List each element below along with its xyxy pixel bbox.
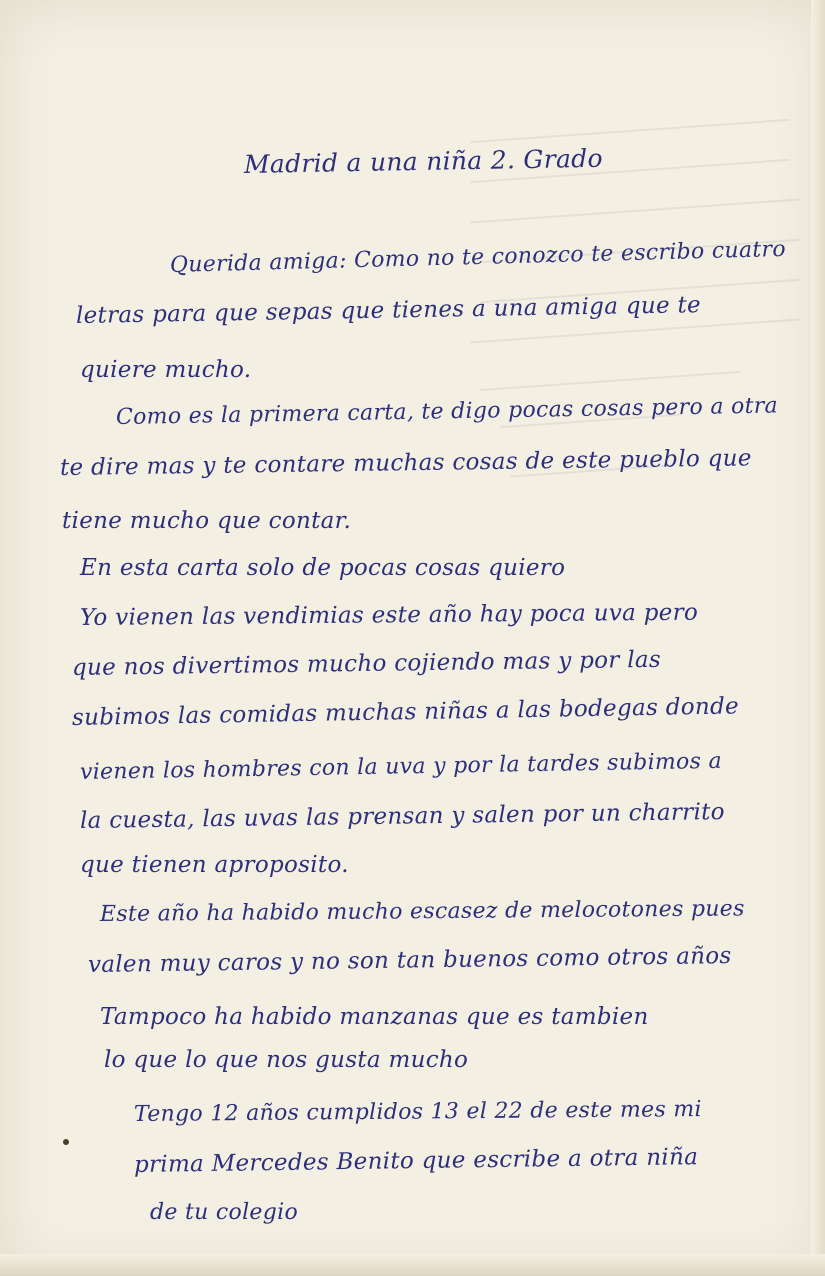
letter-line: vienen los hombres con la uva y por la tardes subimos a [79,748,723,785]
letter-line: que nos divertimos mucho cojiendo mas y por las [71,646,662,681]
letter-line: Tengo 12 años cumplidos 13 el 22 de este mes mi [133,1097,702,1127]
letter-line: letras para que sepas que tienes a una amiga que te [75,292,702,329]
letter-line: Yo vienen las vendimias este año hay poca uva pero [79,599,699,631]
letter-line: lo que lo que nos gusta mucho [104,1047,469,1073]
paper-bottom-edge [0,1254,825,1276]
ink-spot [63,1139,69,1145]
letter-line: Querida amiga: Como no te conozco te escribo cuatro [169,236,787,278]
paper-edge [811,0,825,1276]
letter-line: que tienen aproposito. [80,852,349,878]
letter-line: te dire mas y te contare muchas cosas de este pueblo que [59,445,752,481]
letter-line: subimos las comidas muchas niñas a las bodegas donde [71,693,740,731]
letter-line: quiere mucho. [80,357,252,383]
letter-line: Este año ha habido mucho escasez de melocotones pues [99,896,745,927]
letter-line: En esta carta solo de pocas cosas quiero [80,555,566,581]
letter-line: prima Mercedes Benito que escribe a otra niña [133,1144,699,1178]
letter-line: tiene mucho que contar. [62,508,352,534]
letter-line: Tampoco ha habido manzanas que es tambien [100,1004,649,1030]
letter-line: la cuesta, las uvas las prensan y salen por un charrito [79,798,726,834]
letter-line: Como es la primera carta, te digo pocas cosas pero a otra [115,393,779,430]
letter-line: de tu colegio [150,1200,298,1225]
letter-line: valen muy caros y no son tan buenos como otros años [87,943,732,978]
letter-heading: Madrid a una niña 2. Grado [243,143,604,179]
